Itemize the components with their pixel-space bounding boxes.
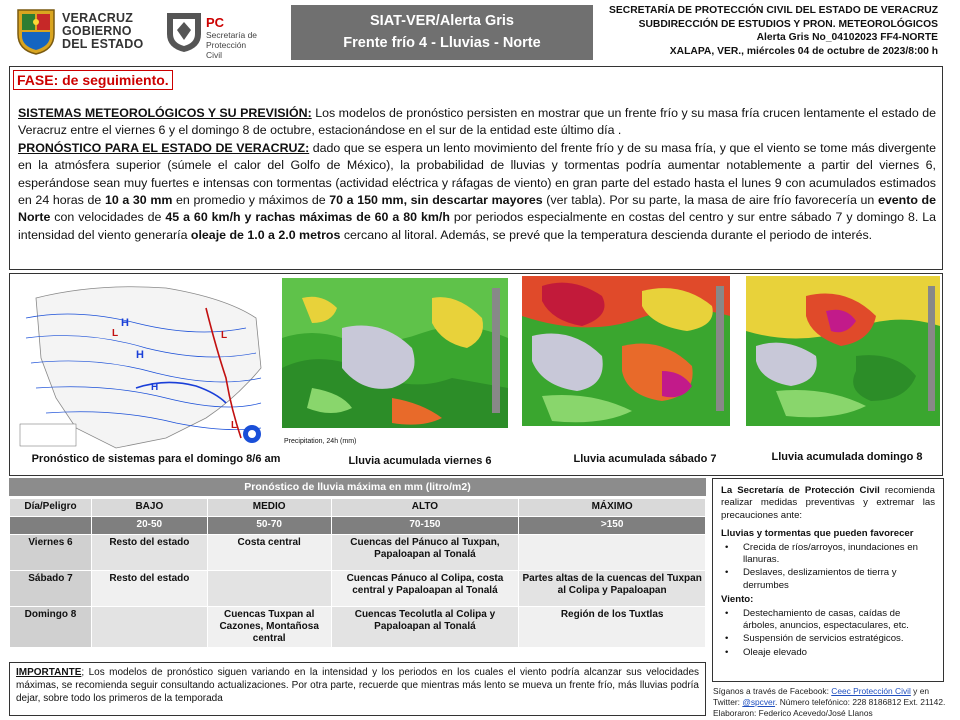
list-item: • Deslaves, deslizamientos de tierra y derrumbes	[723, 567, 935, 592]
agency-name: La Secretaría de Protección Civil	[721, 485, 880, 496]
recommendations-panel	[712, 478, 944, 682]
norte-event: evento de Norte	[18, 193, 936, 225]
bajo-cell	[91, 607, 207, 648]
table-row	[10, 535, 706, 571]
range-cell	[10, 517, 92, 535]
bajo-cell: Resto del estado	[91, 535, 207, 571]
avg-rain: 10 a 30 mm	[104, 193, 173, 208]
maximo-cell: Región de los Tuxtlas	[519, 607, 706, 648]
forecast-text: en promedio y máximos de	[172, 193, 330, 208]
caption-friday: Lluvia acumulada viernes 6	[335, 454, 505, 468]
wind-speed: 45 a 60 km/h y rachas máximas de 60 a 80 km/h	[165, 210, 450, 225]
list-item: • Oleaje elevado	[723, 647, 935, 659]
rain-map-friday	[282, 278, 508, 450]
footer-text: . Número telefónico: 228 8186812 Ext. 21142. Elaboraron: Federico Acevedo/José Llanos	[713, 697, 946, 718]
list-item: • Crecida de ríos/arroyos, inundaciones en llanuras.	[723, 542, 935, 567]
day-cell: Domingo 8	[10, 607, 92, 648]
rain-risks-list	[723, 542, 935, 593]
medio-cell	[207, 571, 331, 607]
max-rain: 70 a 150 mm, sin descartar mayores	[329, 193, 543, 208]
day-cell: Sábado 7	[10, 571, 92, 607]
svg-text:L: L	[221, 330, 228, 341]
bajo-cell: Resto del estado	[91, 571, 207, 607]
forecast-text: cercano al litoral. Además, se prevé que la temperatura descienda durante el periodo de interés.	[340, 227, 873, 242]
table-row	[10, 607, 706, 648]
range-cell: 50-70	[207, 517, 331, 535]
footer-text: Síganos a través de Facebook:	[713, 686, 832, 696]
medio-cell: Cuencas Tuxpan al Cazones, Montañosa central	[207, 607, 331, 648]
table-title: Pronóstico de lluvia máxima en mm (litro/m2)	[9, 478, 706, 496]
col-header: Día/Peligro	[10, 499, 92, 517]
recommendations-intro	[721, 485, 935, 522]
col-header: MEDIO	[207, 499, 331, 517]
maximo-cell: Partes altas de la cuencas del Tuxpan al Colipa y Papaloapan	[519, 571, 706, 607]
veracruz-crest-icon	[14, 6, 58, 56]
important-label: IMPORTANTE	[16, 667, 82, 678]
svg-text:H: H	[121, 317, 129, 329]
fase-label: FASE: de seguimiento.	[13, 70, 173, 90]
contact-footer	[713, 686, 947, 719]
systems-heading: SISTEMAS METEOROLÓGICOS Y SU PREVISIÓN:	[18, 106, 312, 120]
rain-map-saturday	[522, 276, 730, 448]
svg-text:L: L	[231, 420, 238, 431]
table-range-row	[10, 517, 706, 535]
medio-cell: Costa central	[207, 535, 331, 571]
facebook-link[interactable]: Ceec Protección Civil	[831, 686, 911, 696]
synoptic-map	[16, 278, 268, 450]
rain-forecast-table	[9, 478, 706, 660]
rain-section-title: Lluvias y tormentas que pueden favorecer	[721, 528, 914, 540]
alto-cell: Cuencas del Pánuco al Tuxpan, Papaloapan al Tonalá	[331, 535, 519, 571]
forecast-text: por periodos especialmente en costas del centro y sur entre sábado 7 y domingo 8. La intensidad del viento generaría	[18, 210, 937, 242]
svg-text:H: H	[136, 349, 144, 361]
wave-height: oleaje de 1.0 a 2.0 metros	[190, 227, 341, 242]
footer-text: y en Twitter:	[713, 686, 930, 707]
caption-synoptic: Pronóstico de sistemas para el domingo 8/6 am	[16, 452, 296, 466]
rain-map-sunday	[746, 276, 940, 448]
alto-cell: Cuencas Pánuco al Colipa, costa central y Papaloapan al Tonalá	[331, 571, 519, 607]
twitter-link[interactable]: @spcver	[742, 697, 776, 707]
range-cell: 70-150	[331, 517, 519, 535]
forecast-body	[18, 105, 936, 244]
caption-sunday: Lluvia acumulada domingo 8	[762, 450, 932, 464]
intro-text: recomienda realizar medidas preventivas y extremar las precauciones ante:	[721, 485, 935, 521]
rain-table	[9, 498, 706, 648]
col-header: BAJO	[91, 499, 207, 517]
col-header: MÁXIMO	[519, 499, 706, 517]
forecast-maps	[9, 273, 943, 476]
maximo-cell	[519, 535, 706, 571]
caption-saturday: Lluvia acumulada sábado 7	[565, 452, 725, 466]
day-cell: Viernes 6	[10, 535, 92, 571]
systems-text: Los modelos de pronóstico persisten en mostrar que un frente frío y su masa fría crucen lentamente el estado de Veracruz entre el viernes 6 y el domingo 8 de octubre, estacionándose en el sur de la entidad este último día .	[18, 106, 936, 138]
alto-cell: Cuencas Tecolutla al Colipa y Papaloapan al Tonalá	[331, 607, 519, 648]
forecast-text-box	[9, 66, 943, 270]
range-cell: >150	[519, 517, 706, 535]
alert-title: SIAT-VER/Alerta Gris Frente frío 4 - Lluvias - Norte	[291, 5, 593, 60]
proteccion-civil-icon	[164, 10, 204, 54]
precip-label-1: Precipitation, 24h (mm)	[284, 437, 414, 446]
table-header-row	[10, 499, 706, 517]
svg-text:H: H	[151, 382, 159, 393]
col-header: ALTO	[331, 499, 519, 517]
forecast-text: con velocidades de	[50, 210, 166, 225]
pc-logo-text: PC Secretaría de Protección Civil	[206, 15, 258, 60]
veracruz-logo-text: VERACRUZ GOBIERNO DEL ESTADO	[62, 11, 144, 51]
svg-text:L: L	[112, 328, 119, 339]
forecast-text: (ver tabla). Por su parte, la masa de aire frío favorecería un	[542, 193, 878, 208]
list-item: • Destechamiento de casas, caídas de árboles, anuncios, espectaculares, etc.	[723, 608, 935, 633]
wind-section-title: Viento:	[721, 594, 754, 606]
important-text: ; Los modelos de pronóstico siguen variando en la intensidad y los periodos en los cuales el viento podría alcanzar sus velocidades máximas, se recomienda seguir consultando actualizaciones. Por otra parte, recuerde que mientras más lento se mueva un frente frío, más lluvias podría dejar, sobre todo los primeros de la temporada	[16, 667, 699, 704]
important-note	[9, 662, 706, 716]
range-cell: 20-50	[91, 517, 207, 535]
forecast-heading: PRONÓSTICO PARA EL ESTADO DE VERACRUZ:	[18, 140, 310, 155]
table-row	[10, 571, 706, 607]
list-item: • Suspensión de servicios estratégicos.	[723, 633, 935, 645]
forecast-text: dado que se espera un lento movimiento del frente frío y de su masa fría, y que el viento se tome más divergente en la atmósfera superior (súmele el calor del Golfo de México), la probabilidad de lluvias y tormentas podría aumentar notablemente a partir del viernes 6, esperándose sean muy fuertes e intensas con tormentas (actividad eléctrica y ráfagas de viento) en gran parte del estado hasta el lunes 9 con acumulados estimados en 24 horas de	[18, 140, 936, 208]
wind-risks-list	[723, 608, 935, 660]
agency-header: SECRETARÍA DE PROTECCIÓN CIVIL DEL ESTADO DE VERACRUZ SUBDIRECCIÓN DE ESTUDIOS Y PRON. METEOROLÓGICOS Alerta Gris No_04102023 FF4-NORTE XALAPA, VER., miércoles 04 de octubre de 2023/8:00 h	[609, 5, 938, 57]
header-logos	[14, 6, 264, 58]
